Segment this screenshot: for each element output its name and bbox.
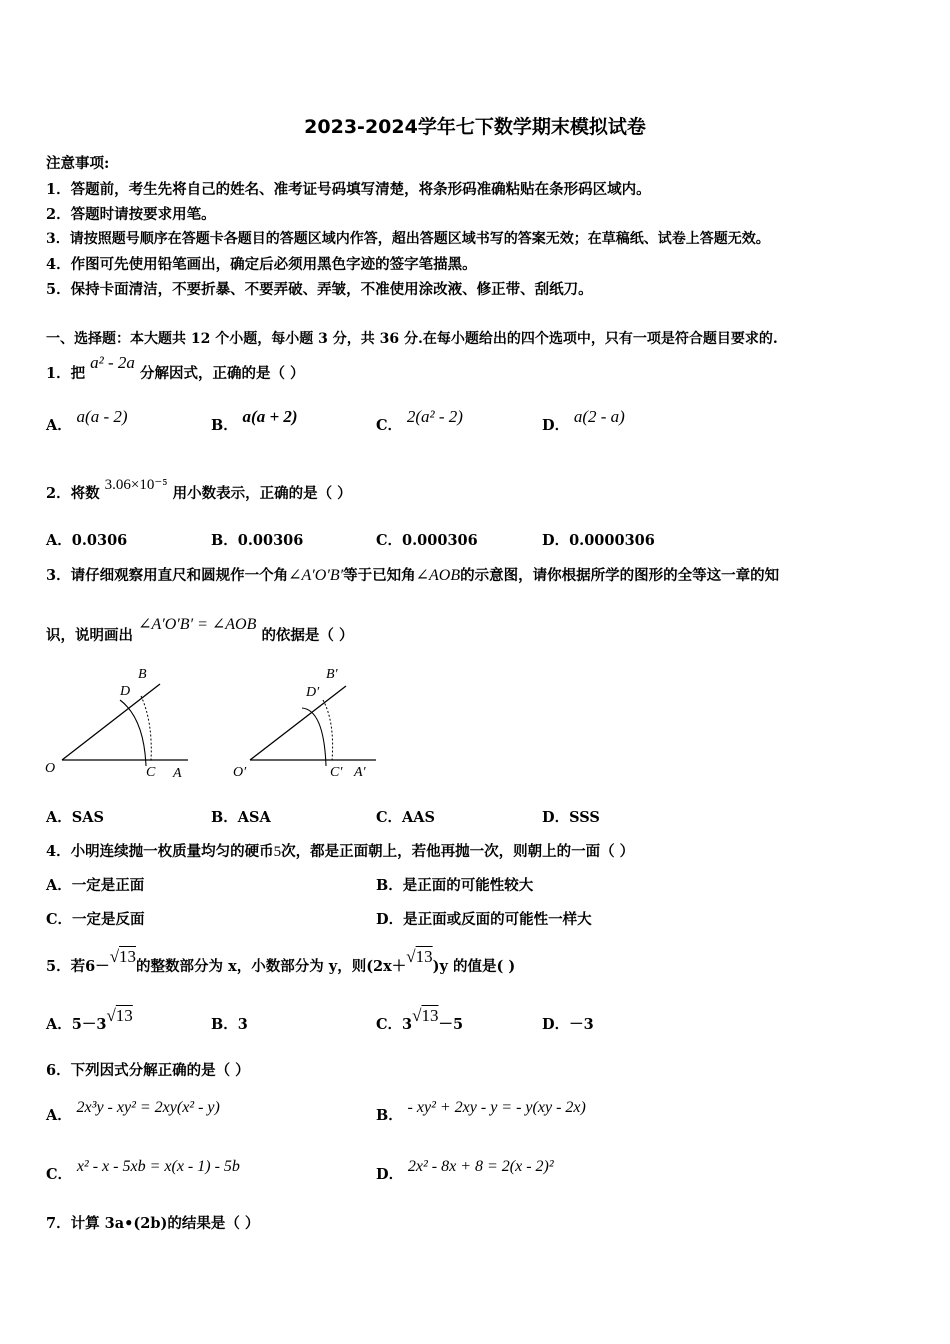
notice-item-3: 3．请按照题号顺序在答题卡各题目的答题区域内作答，超出答题区域书写的答案无效；在草稿纸、试卷上答题无效。	[46, 231, 770, 247]
q4-option-b-text: 是正面的可能性较大	[402, 877, 534, 894]
q3-equation: ∠A′O′B′ = ∠AOB	[138, 616, 257, 633]
question-3-line-1: 3．请仔细观察用直尺和圆规作一个角∠A′O′B′等于已知角∠AOB的示意图，请你根据所学的图形的全等这一章的知	[46, 567, 780, 584]
q2-option-b[interactable]: B．0.00306	[211, 532, 304, 549]
q3-option-a[interactable]: A．SAS	[46, 809, 104, 826]
q1-option-b-text: a(a + 2)	[242, 407, 298, 426]
notice-item-4: 4．作图可先使用铅笔画出，确定后必须用黑色字迹的签字笔描黑。	[46, 256, 477, 273]
q6-option-c[interactable]: C． x² - x - 5xb = x(x - 1) - 5b	[46, 1158, 240, 1183]
q2-option-c-text: 0.000306	[402, 532, 478, 549]
q2-option-c[interactable]: C．0.000306	[376, 532, 478, 549]
arc-dashed	[141, 696, 151, 761]
label-b-prime: B′	[326, 667, 338, 682]
label-o: O	[45, 761, 56, 776]
q4-option-b[interactable]: B．是正面的可能性较大	[376, 877, 534, 894]
q5-option-a[interactable]: A．5－3√13	[46, 1006, 133, 1033]
q4-number: 5	[273, 844, 282, 860]
q5-option-c[interactable]: C．3√13－5	[376, 1006, 464, 1033]
notice-item-2: 2．答题时请按要求用笔。	[46, 206, 216, 223]
figure-constructed-angle	[233, 667, 376, 780]
q6-option-a-text: 2x³y - xy² = 2xy(x² - y)	[76, 1099, 220, 1116]
q6-option-d[interactable]: D． 2x² - 8x + 8 = 2(x - 2)²	[376, 1158, 554, 1183]
q1-option-a-text: a(a - 2)	[76, 407, 128, 426]
q6-option-d-text: 2x² - 8x + 8 = 2(x - 2)²	[407, 1158, 554, 1175]
question-5: 5．若6－√13的整数部分为 x，小数部分为 y，则(2x＋√13)y 的值是( )	[46, 947, 516, 975]
page-title: 2023-2024学年七下数学期末模拟试卷	[304, 116, 646, 138]
q6-option-a[interactable]: A． 2x³y - xy² = 2xy(x² - y)	[46, 1099, 220, 1124]
question-4: 4．小明连续抛一枚质量均匀的硬币5次，都是正面朝上，若他再抛一次，则朝上的一面（ ）	[46, 843, 635, 860]
arc-dashed-2	[323, 700, 333, 761]
notice-heading: 注意事项:	[46, 155, 110, 172]
q1-prefix: 1．把	[46, 365, 86, 382]
q2-option-a[interactable]: A．0.0306	[46, 532, 128, 549]
q4-option-d[interactable]: D．是正面或反面的可能性一样大	[376, 911, 592, 928]
section-heading: 一、选择题：本大题共 12 个小题，每小题 3 分，共 36 分.在每小题给出的四个选项中，只有一项是符合题目要求的.	[46, 331, 778, 347]
q4-option-d-text: 是正面或反面的可能性一样大	[403, 911, 592, 928]
q4-option-a-text: 一定是正面	[71, 877, 145, 894]
question-3-line-2: 识，说明画出 ∠A′O′B′ = ∠AOB 的依据是（ ）	[46, 616, 354, 644]
q3-option-b[interactable]: B．ASA	[211, 809, 271, 826]
q2-option-d[interactable]: D．0.0000306	[542, 532, 655, 549]
q1-suffix: 分解因式，正确的是（ ）	[139, 365, 305, 382]
q1-option-a[interactable]: A． a(a - 2)	[46, 407, 128, 434]
q3-option-d-text: SSS	[569, 809, 600, 826]
q6-option-c-text: x² - x - 5xb = x(x - 1) - 5b	[76, 1158, 240, 1175]
question-6: 6．下列因式分解正确的是（ ）	[46, 1062, 250, 1079]
q4-option-c-text: 一定是反面	[72, 911, 145, 928]
q3-option-a-text: SAS	[71, 809, 104, 826]
q5-option-b-text: 3	[237, 1016, 248, 1033]
q1-expression: a² - 2a	[90, 353, 135, 372]
notice-item-1: 1．答题前，考生先将自己的姓名、准考证号码填写清楚，将条形码准确粘贴在条形码区域内。	[46, 181, 651, 198]
q2-option-b-text: 0.00306	[237, 532, 304, 549]
label-c-prime: C′	[330, 765, 343, 780]
q1-option-c[interactable]: C． 2(a² - 2)	[376, 407, 463, 434]
question-2	[46, 477, 352, 503]
q3-option-c-text: AAS	[402, 809, 436, 826]
q3-angle-given: ∠AOB	[415, 567, 461, 584]
notice-item-5: 5．保持卡面清洁，不要折暴、不要弄破、弄皱，不准使用涂改液、修正带、刮纸刀。	[46, 281, 593, 298]
arc-solid	[120, 700, 146, 766]
label-c: C	[146, 765, 156, 780]
ray-o-prime-b-prime	[250, 686, 346, 760]
label-a-prime: A′	[354, 765, 366, 780]
q3-angle-target: ∠A′O′B′	[288, 567, 344, 584]
q3-construction-figures	[40, 660, 400, 785]
label-o-prime: O′	[233, 765, 247, 780]
q5-option-a-sqrt: √13	[106, 1006, 133, 1025]
q1-option-b[interactable]: B． a(a + 2)	[211, 407, 298, 434]
q3-option-d[interactable]: D．SSS	[542, 809, 600, 826]
q5-option-d[interactable]: D．－3	[542, 1016, 594, 1033]
q5-option-b[interactable]: B．3	[211, 1016, 248, 1033]
question-7: 7．计算 3a•(2b)的结果是（ ）	[46, 1215, 260, 1232]
figure-original-angle	[45, 667, 188, 781]
q1-option-d-text: a(2 - a)	[573, 407, 625, 426]
q2-expression: 3.06×10⁻⁵	[104, 477, 168, 493]
q4-option-a[interactable]: A．一定是正面	[46, 877, 145, 894]
q5-sqrt-2: √13	[406, 947, 433, 966]
q2-suffix: 用小数表示，正确的是（ ）	[172, 485, 352, 502]
label-b: B	[138, 667, 147, 682]
q2-prefix: 2．将数	[46, 485, 100, 502]
ray-ob	[62, 684, 160, 760]
label-d-prime: D′	[306, 685, 320, 700]
q2-option-a-text: 0.0306	[71, 532, 128, 549]
q4-option-c[interactable]: C．一定是反面	[46, 911, 145, 928]
label-a: A	[173, 766, 182, 781]
q1-option-c-text: 2(a² - 2)	[406, 407, 463, 426]
q6-option-b-text: - xy² + 2xy - y = - y(xy - 2x)	[407, 1099, 586, 1116]
q3-option-c[interactable]: C．AAS	[376, 809, 436, 826]
question-1	[46, 353, 305, 383]
q1-option-d[interactable]: D． a(2 - a)	[542, 407, 625, 434]
q5-sqrt-1: √13	[109, 947, 137, 966]
q2-option-d-text: 0.0000306	[569, 532, 655, 549]
q6-option-b[interactable]: B． - xy² + 2xy - y = - y(xy - 2x)	[376, 1099, 586, 1124]
q5-option-d-text: －3	[569, 1016, 594, 1033]
label-d: D	[120, 684, 131, 699]
q5-option-c-sqrt: √13	[412, 1006, 439, 1025]
q3-option-b-text: ASA	[237, 809, 271, 826]
